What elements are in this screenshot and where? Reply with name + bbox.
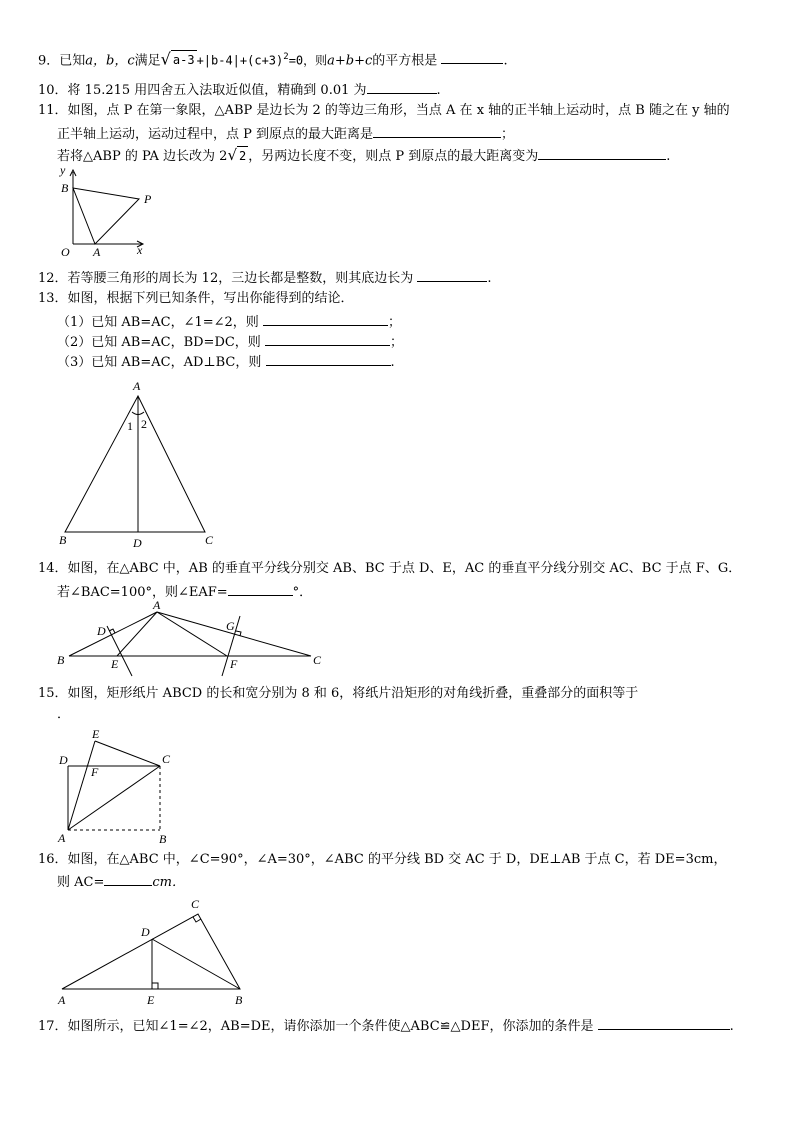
- svg-text:E: E: [147, 993, 155, 1007]
- svg-text:B: B: [159, 832, 167, 846]
- question-13-condition-1: （1）已知 AB=AC，∠1=∠2，则 ；: [57, 312, 401, 332]
- sqrt-radicand: a-3: [171, 50, 197, 69]
- answer-blank[interactable]: [538, 146, 666, 160]
- svg-text:A: A: [58, 831, 66, 845]
- answer-blank[interactable]: [228, 582, 293, 596]
- svg-text:E: E: [111, 657, 119, 671]
- question-14-line-1: 14．如图，在△ABC 中，AB 的垂直平分线分别交 AB、BC 于点 D、E，AC 的垂直平分线分别交 AC、BC 于点 F、G．: [38, 561, 742, 576]
- svg-text:C: C: [162, 752, 171, 766]
- svg-text:D: D: [97, 624, 106, 638]
- question-13-title: 13．如图，根据下列已知条件，写出你能得到的结论．: [38, 291, 354, 306]
- svg-text:B: B: [61, 181, 69, 195]
- svg-text:x: x: [137, 243, 143, 257]
- svg-text:C: C: [313, 653, 322, 667]
- figure-q15: [55, 726, 185, 851]
- question-13-condition-2: （2）已知 AB=AC，BD=DC，则 ；: [57, 332, 403, 352]
- question-12: 12．若等腰三角形的周长为 12，三边长都是整数，则其底边长为 .: [38, 268, 492, 288]
- answer-blank[interactable]: [104, 872, 152, 886]
- answer-blank[interactable]: [373, 124, 501, 138]
- question-17: 17．如图所示，已知∠1=∠2，AB=DE，请你添加一个条件使△ABC≌△DEF，你添加的条件是 .: [38, 1016, 734, 1036]
- question-16-line-2: 则 AC= cm．: [57, 872, 185, 892]
- svg-text:A: A: [153, 598, 161, 612]
- answer-blank[interactable]: [367, 80, 437, 94]
- svg-text:A: A: [93, 245, 101, 259]
- svg-text:A: A: [133, 379, 141, 393]
- svg-text:B: B: [235, 993, 243, 1007]
- question-15-line-2: ．: [57, 707, 71, 722]
- question-16-line-1: 16．如图，在△ABC 中，∠C=90°，∠A=30°，∠ABC 的平分线 BD 交 AC 于 D，DE⊥AB 于点 C，若 DE=3cm，: [38, 852, 727, 867]
- svg-text:2: 2: [141, 417, 147, 431]
- svg-text:E: E: [92, 727, 100, 741]
- question-11-line-2: 正半轴上运动，运动过程中，点 P 到原点的最大距离是 ；: [57, 124, 514, 144]
- svg-text:D: D: [133, 536, 142, 550]
- svg-text:G: G: [226, 619, 235, 633]
- figure-q13: [55, 378, 225, 548]
- svg-text:y: y: [60, 163, 66, 177]
- answer-blank[interactable]: [266, 352, 391, 366]
- svg-text:D: D: [141, 925, 150, 939]
- svg-text:F: F: [230, 657, 238, 671]
- question-11-line-1: 11．如图，点 P 在第一象限，△ABP 是边长为 2 的等边三角形，当点 A 在 x 轴的正半轴上运动时，点 B 随之在 y 轴的: [38, 103, 730, 118]
- svg-text:P: P: [144, 192, 152, 206]
- question-15-line-1: 15．如图，矩形纸片 ABCD 的长和宽分别为 8 和 6，将纸片沿矩形的对角线折叠，重叠部分的面积等于: [38, 686, 639, 701]
- svg-text:B: B: [57, 653, 65, 667]
- question-13-condition-3: （3）已知 AB=AC，AD⊥BC，则 .: [57, 352, 395, 372]
- figure-q16: [55, 896, 255, 1011]
- answer-blank[interactable]: [417, 268, 487, 282]
- svg-text:D: D: [59, 753, 68, 767]
- svg-text:A: A: [58, 993, 66, 1007]
- question-11-line-3: 若将△ABP 的 PA 边长改为 2√ 2 ，另两边长度不变，则点 P 到原点的最大距离变为 .: [57, 146, 671, 164]
- svg-text:F: F: [91, 765, 99, 779]
- question-14-line-2: 若∠BAC=100°，则∠EAF= °．: [57, 582, 312, 602]
- svg-text:1: 1: [127, 419, 133, 433]
- figure-q14: [55, 598, 335, 678]
- answer-blank[interactable]: [441, 50, 503, 64]
- svg-text:C: C: [205, 533, 214, 547]
- question-10: 10．将 15.215 用四舍五入法取近似值，精确到 0.01 为 .: [38, 80, 441, 100]
- answer-blank[interactable]: [265, 332, 390, 346]
- answer-blank[interactable]: [598, 1016, 730, 1030]
- answer-blank[interactable]: [263, 312, 388, 326]
- svg-text:O: O: [61, 245, 70, 259]
- figure-q11: [55, 162, 155, 262]
- question-9: 9．已知a，b，c满足√ $a-3 +|b-4|+(c+3)^2=0$，则a+b+c的平方根是 .: [38, 49, 508, 69]
- svg-text:B: B: [59, 533, 67, 547]
- svg-text:C: C: [191, 897, 200, 911]
